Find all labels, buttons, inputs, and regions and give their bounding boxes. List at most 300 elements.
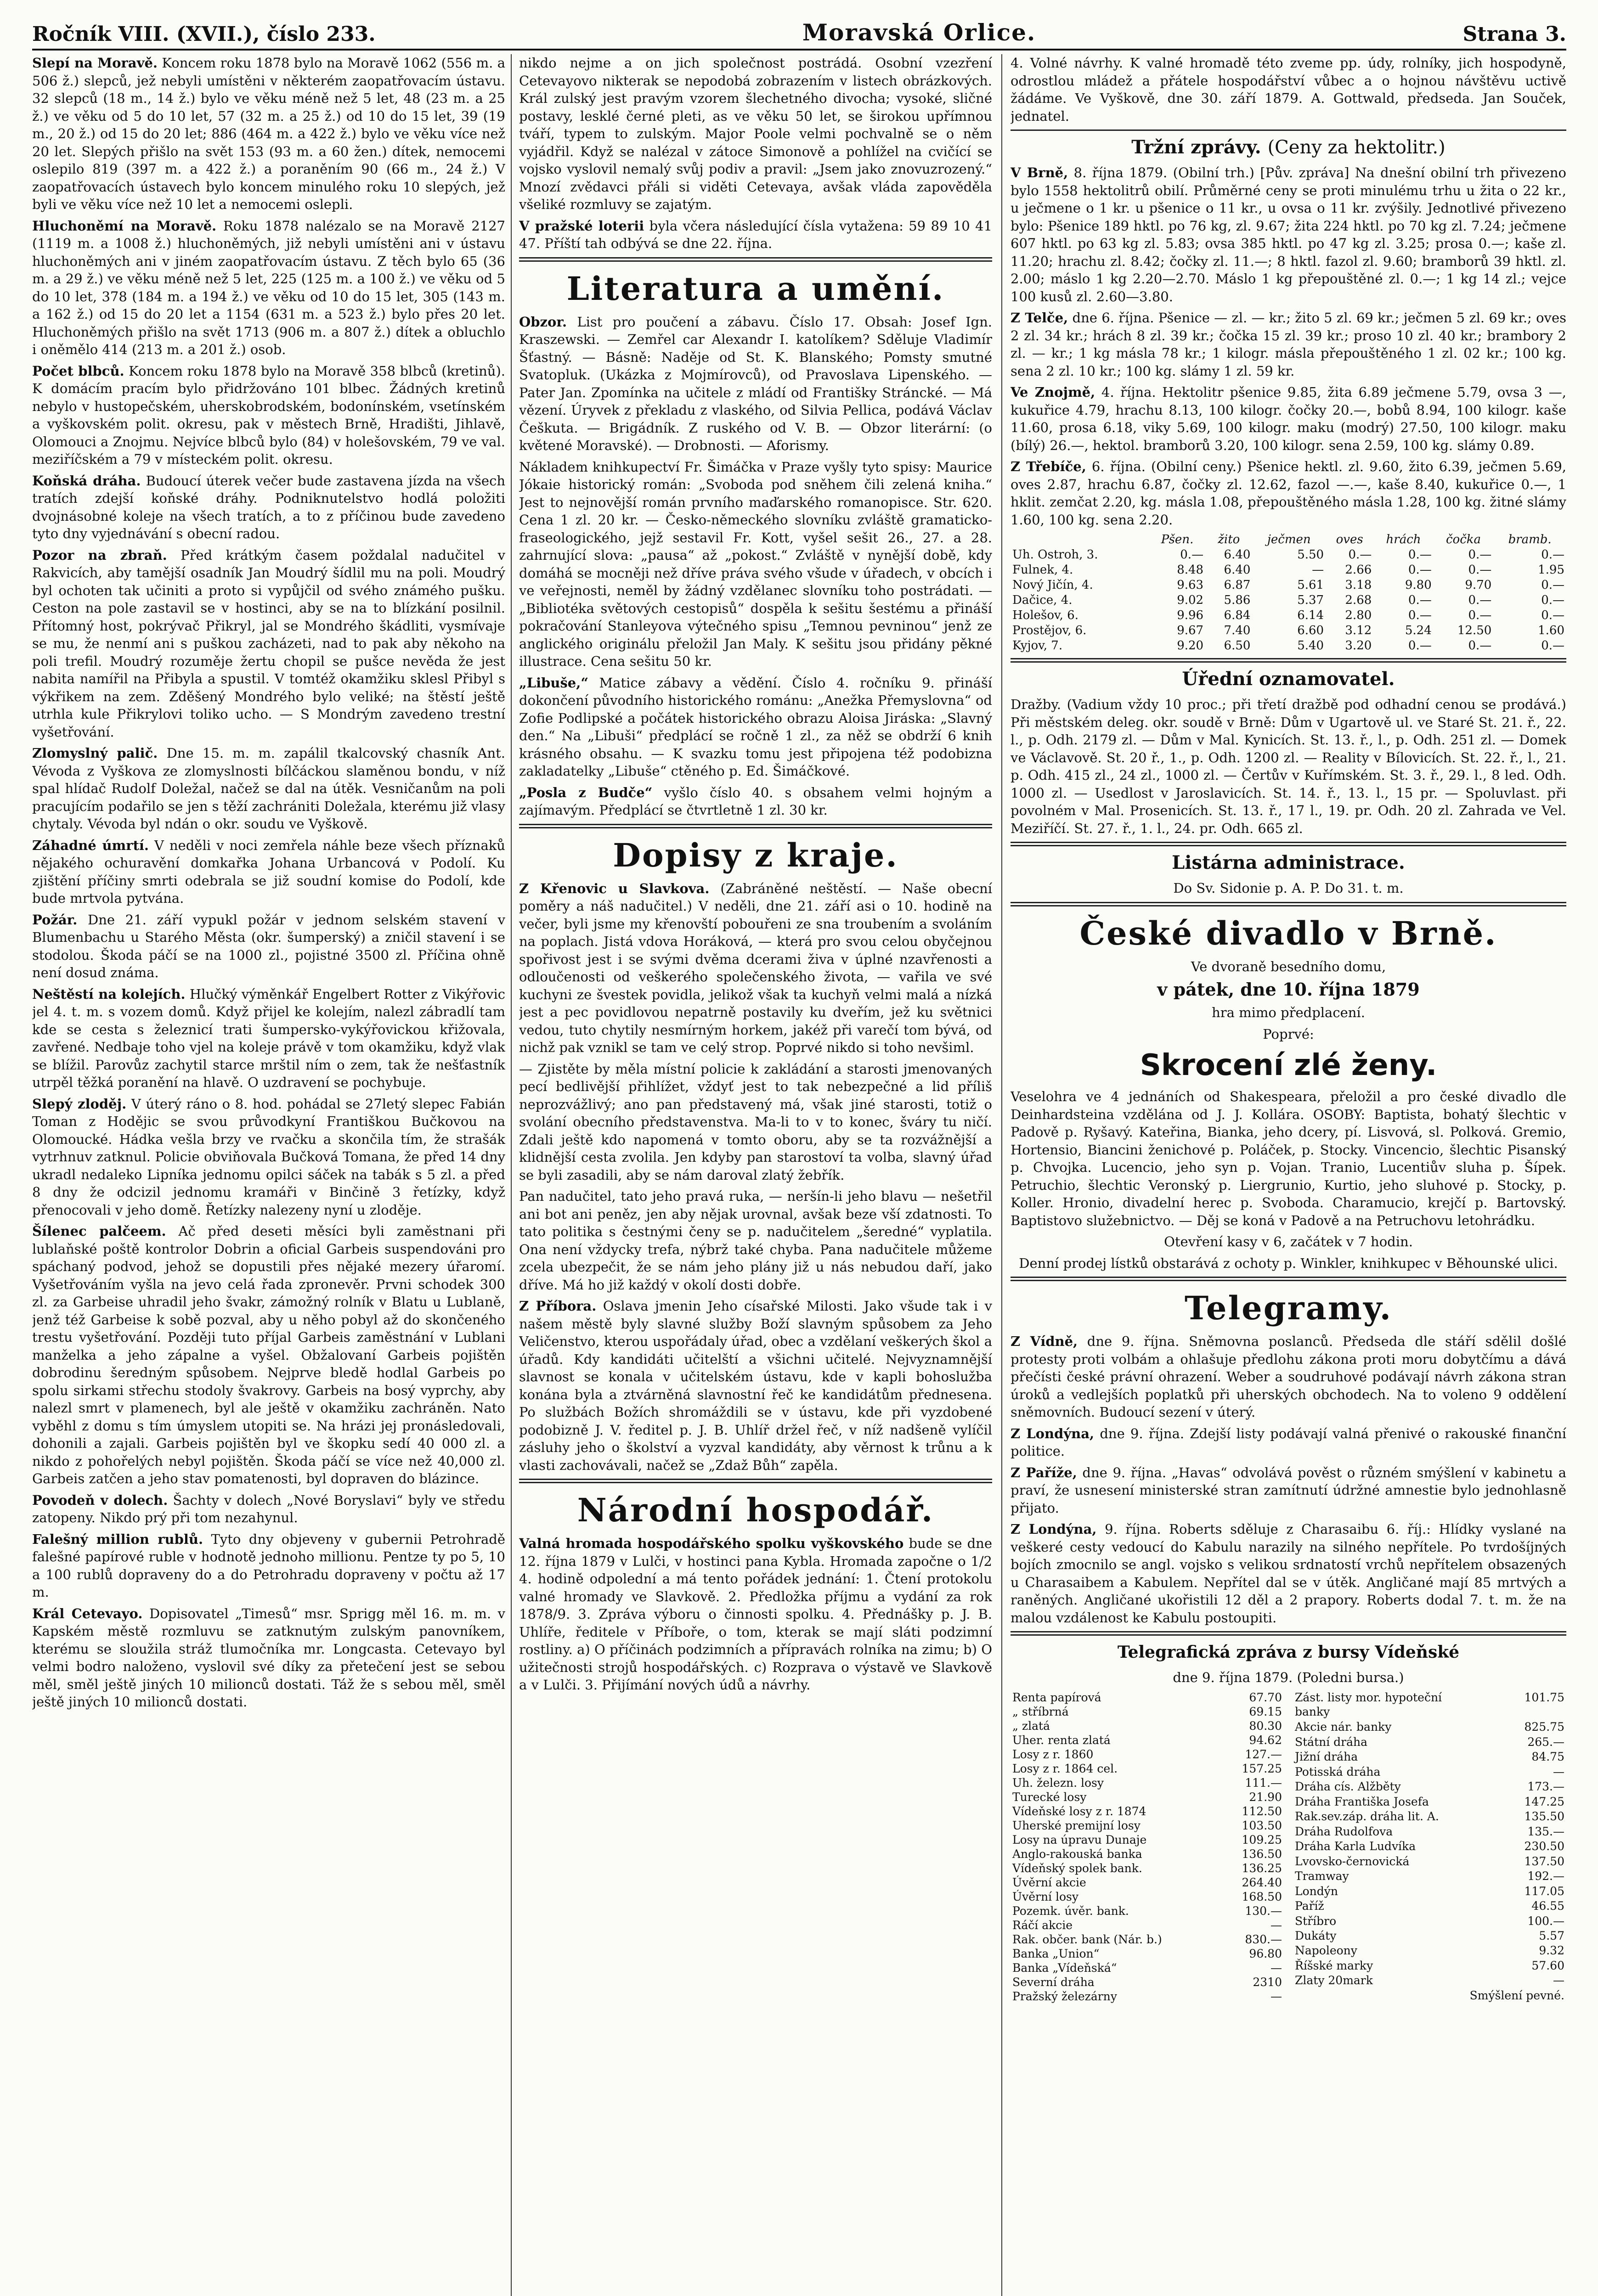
article-paragraph <box>1011 1333 1566 1421</box>
table-cell: Uh. Ostroh, 3. <box>1012 548 1098 562</box>
section-divider <box>1011 902 1566 906</box>
security-name: Jižní dráha <box>1295 1750 1358 1764</box>
column-2 <box>519 54 992 2296</box>
table-cell: 5.86 <box>1224 593 1251 607</box>
price-column-header: ječmen <box>1267 533 1311 546</box>
official-text: Dražby. (Vadium vždy 10 proc.; při třetí dražbě pod odhadní cenou se prodává.) Při městském deleg. okr. soudě v Brně: Dům v Ugartově ul. ve Staré St. 21. ř., 22. l., p. Odh. 2179 zl. — Dům v Mal. Kynicích. St. 13. ř., l., p. Odh. 251 zl. — Domek ve Václavově. St. 20 ř., 1., p. Odh. 1200 zl. — Reality v Bílovicích. St. 22. ř., l., 21. p. Odh. 415 zl., 24 zl., 1000 zl. — Čertův v Kuřímském. St. 3. ř., 29. l., 8 led. Odh. 1000 zl. — Usedlost v Jaroslavicích. St. 14. ř., 13. l., 15 pr. — Spoluvlast. při povolném v Mal. Prosenicích. St. 13. ř., 17 l., 19. pr. Odh. 20 zl. Zahrada ve Vel. Meziříčí. St. 27. ř., 1. l., 24. pr. Odh. 665 zl. <box>1011 697 1566 836</box>
security-name: Úvěrní akcie <box>1012 1875 1086 1889</box>
table-row <box>1011 608 1566 623</box>
table-row <box>1011 1790 1284 1804</box>
column-3 <box>1011 54 1566 2296</box>
table-cell: 6.14 <box>1297 608 1324 622</box>
security-name: Dráha Karla Ludvíka <box>1295 1840 1416 1853</box>
table-row <box>1011 547 1566 563</box>
article-title: Záhadné úmrtí. <box>32 837 149 853</box>
table-row <box>1011 1690 1284 1705</box>
security-price: — <box>1270 1961 1282 1975</box>
security-name: Banka „Vídeňská“ <box>1012 1961 1117 1975</box>
section-title-kraje: Dopisy z kraje. <box>613 836 898 874</box>
section-divider <box>519 257 992 262</box>
security-price: 135.50 <box>1524 1810 1564 1823</box>
security-name: Dukáty <box>1295 1929 1337 1942</box>
article-text: dne 6. října. Pšenice — zl. — kr.; žito 5 zl. 69 kr.; ječmen 5 zl. 69 kr.; oves 2 zl. 34 kr.; hrách 8 zl. 39 kr.; čočka 15 zl. 39 kr.; proso 10 zl. 40 kr.; brambory 2 zl. — kr.; 1 kg másla 78 kr.; 1 kilogr. másla přepouštěného 1 zl. 02 kr.; 100 kg. sena 2 zl. 10 kr.; 100 kg. slámy 1 zl. 59 kr. <box>1011 310 1566 379</box>
table-cell: 0.— <box>1541 578 1564 592</box>
table-cell: 6.84 <box>1224 608 1251 622</box>
admin-letters-title: Listárna administrace. <box>1172 852 1405 873</box>
table-cell: 0.— <box>1408 548 1432 562</box>
security-name: Banka „Union“ <box>1012 1947 1100 1960</box>
article-text: List pro poučení a zábavu. Číslo 17. Obsah: Josef Ign. Kraszewski. — Zemřel car Alexandr I. katolíkem? Sděluje Vladimír Šťastný. — Básně: Naděje od St. K. Blanského; Pomsty smutné Svatopluk. (Ukázka z Mojmírovců), od Pravoslava Lipenského. — Pater Jan. Zpomínka na učitele z mládí od Františky Stráncké. — Má vězení. Úryvek z překladu z vlaského, od Silvia Pellica, podává Václav Češkuta. — Brigádník. Z ruského od V. B. — Obzor literární: (o květené Moravské). — Drobnosti. — Aforismy. <box>519 314 992 453</box>
security-price: 825.75 <box>1524 1720 1564 1734</box>
table-row <box>1293 1914 1566 1929</box>
article-paragraph <box>1011 383 1566 454</box>
article-text: 9. října. Roberts sděluje z Charasaibu 6. říj.: Hlídky vyslané na veškeré cesty vedoucí do Kabulu narazily na silného nepřítele. Po tvrdošíjných bojích zmocnilo se angl. vojsko s velikou srdnatostí vrchů nepřítelem obsazených u Charasaibem a Kabulem. Nepřítel dal se v útěk. Angličané mají 85 mrtvých a raněných. Angličané ukořistili 12 děl a 2 prapory. Roberts dodal 7. t. m. že na malou vzdálenost ke Kabulu postoupiti. <box>1011 1521 1566 1626</box>
article-paragraph <box>519 313 992 455</box>
table-cell: 9.63 <box>1177 578 1204 592</box>
article-paragraph <box>519 217 992 253</box>
section-divider <box>1011 1631 1566 1636</box>
security-price: 101.75 <box>1524 1690 1564 1704</box>
price-column-header: Pšen. <box>1161 533 1194 546</box>
table-row <box>1011 1904 1284 1918</box>
security-price: — <box>1270 1989 1282 2003</box>
article-text: Dne 21. září vypukl požár v jednom selském stavení v Blumenbachu u Starého Města (okr. šumperský) a zničil stavení i se stodolou. Škoda páčí se na 1000 zl., pojistné 3500 zl. Příčina ohně není dosud známa. <box>32 912 505 980</box>
column-rule <box>511 54 512 2296</box>
table-row <box>1011 1761 1284 1776</box>
table-cell: 0.— <box>1348 548 1372 562</box>
stock-exchange-title: Telegrafická zpráva z bursy Vídeňské <box>1117 1643 1460 1662</box>
article-text: Nákladem knihkupectví Fr. Šimáčka v Praze vyšly tyto spisy: Maurice Jókaie historický román: „Svoboda pod sněhem čili zelená kniha.“ Jest to nejnovější román prvního maďarského romanopisce. Str. 620. Cena 1 zl. 20 kr. — Česko-německého slovníku zvláště gramaticko-fraseologického, jejž sestavil Fr. Kott, vyšel sešit 26., 27. a 28. zahrnující slova: „pausa“ až „pokost.“ Zvláště v nynější době, kdy domáhá se mocněji než dříve práva svého všude v úřadech, v obcích i ve veřejnosti, neměl by žádný vzdělanec slovníku toho postrádati. — „Bibliotéka světových cestopisů“ dospěla k sešitu šestému a přináší pokračování Stanleyova výtečného spisu „Temnou pevninou“ jenž ze anglického originálu přeložil Jan Maly. K sešitu jsou přidány pěkné illustrace. Cena sešitu 50 kr. <box>519 459 992 669</box>
article-text: Ač před deseti měsíci byli zaměstnani při lublaňské poště kontrolor Dobrin a oficial Garbeis suspendováni pro spáchaný podvod, jehož se dopustili přes nějaké mezery úřaromí. Vyšetřováním vyšla na jevo celá řada zpronevěr. Prvni schodek 300 zl. za Garbeise uhradil jeho švakr, zámožný rolník v Blatu u Lublaně, jenž též Garbeise k sobě pozval, aby u něho pobyl až do skončeného trestu vyšetřování. Později tuto příjal Garbeis zaměstnání v Lublani manželka a jeho zápalne a vyšel. Obžalovaní Garbeis pojištěn dobrodinu šeredným spůsobem. Nejprve bledě hodlal Garbeis po spolu sirkami střechu stodoly švakrovy. Garbeis na bosý vyprchy, aby nalezl smrt v plamenech, byl ale ještě v okamžiku zachráněn. Nato vyběhl z domu s tím úmyslem utopiti se. Na hrázi jej pronásledovali, dohonili a zajali. Garbeis pojištěn byl ve škopku sedí 40 000 zl. a nikdo z pohořelých nebyl pojištěn. Škoda páčí se více než 40,000 zl. Garbeis zatčen a jeho stav pomatenosti, byl dopraven do blázince. <box>32 1223 505 1486</box>
table-row <box>1293 1929 1566 1943</box>
security-price: 21.90 <box>1249 1790 1282 1804</box>
table-row <box>1293 1899 1566 1913</box>
article-text: 8. října 1879. (Obilní trh.) [Pův. zpráva] Na dnešní obilní trh přivezeno bylo 1558 hektolitrů obilí. Průměrné ceny se proti minulému trhu u žita o 22 kr., u ječmene o 1 kr. u pšenice o 11 kr., u ovsa o 11 kr. zvýšily. Jednotlivé přivezeno bylo: Pšenice 189 hktl. po 76 kg, zl. 9.67; žita 224 hktl. po 70 kg zl. 7.24; ječmene 607 hktl. po 63 kg zl. 5.83; ovsa 385 hktl. po 47 kg zl. 3.25; prosa 0.—; kaše zl. 11.20; hrachu zl. 8.42; čočky zl. 11.—; 8 hktl. fazol zl. 9.60; bramborů 39 hktl. zl. 2.00; máslo 1 kg 2.20—2.70. Máslo 1 kg přepouštěné zl. 0.—; 1 kg 14 zl.; vejce 100 kusů zl. 2.60—3.80. <box>1011 165 1566 304</box>
table-row <box>1011 578 1566 593</box>
table-row <box>1293 1690 1566 1720</box>
article-text: V úterý ráno o 8. hod. pohádal se 27letý slepec Fabián Toman z Hodějic se svou průvodkyní Františkou Bučkovou na Olomoucké. Hádka vešla brzy ve rvačku a skončila tím, že strašák vytrhnuv zatknul. Policie obviňovala Bučková Tomana, že před 14 dny ukradl nedaleko Lipníka jednomu opilci sáček na tabák s 5 zl. a před 8 dny že odcizil jednomu kramáři v Binčině 3 řetízky, když přenocovali v jeho domě. Řetízky nalezeny nyní u zloděje. <box>32 1096 505 1218</box>
table-row <box>1011 1875 1284 1890</box>
article-text: Šachty v dolech „Nové Boryslavi“ byly ve středu zatopeny. Nikdo prý při tom nezahynul. <box>32 1492 505 1525</box>
table-cell: — <box>1312 563 1324 577</box>
table-cell: 0.— <box>1468 548 1492 562</box>
table-cell: 5.50 <box>1297 548 1324 562</box>
security-price: 147.25 <box>1524 1795 1564 1808</box>
table-cell: 0.— <box>1541 548 1564 562</box>
table-row <box>1293 1735 1566 1750</box>
table-row <box>1293 1809 1566 1824</box>
table-row <box>1011 1776 1284 1790</box>
table-row <box>1011 1918 1284 1932</box>
security-price: 173.— <box>1527 1780 1564 1794</box>
table-cell: 6.40 <box>1224 563 1251 577</box>
article-paragraph <box>32 472 505 543</box>
article-paragraph <box>1011 164 1566 305</box>
security-price: 109.25 <box>1242 1833 1282 1846</box>
table-cell: 2.80 <box>1345 608 1372 622</box>
table-cell: 0.— <box>1468 593 1492 607</box>
table-cell: Fulnek, 4. <box>1012 563 1073 577</box>
article-paragraph <box>1011 1520 1566 1626</box>
security-price: 230.50 <box>1524 1840 1564 1853</box>
article-title: Počet blbců. <box>32 363 124 379</box>
stock-table-left <box>1011 1690 1284 2003</box>
section-divider <box>1011 842 1566 846</box>
article-text: 4. Volné návrhy. K valné hromadě této zveme pp. údy, rolníky, jich hospodyně, odrostlou mládež a přátele hospodářství vůbec a o hojnou návštěvu uctivě žádáme. Ve Vyškově, dne 30. září 1879. A. Gottwald, předseda. Jan Souček, jednatel. <box>1011 55 1566 124</box>
grain-price-table <box>1011 532 1566 653</box>
article-text: — Zjistěte by měla místní policie k zakládání a starosti jmenovaných pecí bedlivější přihlížet, vždyť jest to tak nebezpečné a lid příliš neprozvážlivý; ano pan představený má, však jiné starosti, totiž o svolání obecního představenstva. Ma-li to v to konec, šváry tu ničí. Zdali ještě kdo napomená v tomto oboru, aby se ta rozvážnější a klidnější cesta zvolila. Jen kdyby pan starostoví ta volba, slavný úřad se byli zasadili, aby se nám daroval zlatý žebřík. <box>519 1061 992 1183</box>
article-text: Koncem roku 1878 bylo na Moravě 358 blbců (kretinů). K domácím pracím bylo přidržováno 101 blbec. Žádných kretinů nebylo v hustopečském, uherskobrodském, bodonínském, vsetínském a vyškovském polit. okresu, pak v městech Brně, Hradišti, Jihlavě, Olomouci a Znojmu. Nejvíce blbců bylo (84) v holešovském, 79 ve val. meziříčském a 79 v místeckém polit. okresu. <box>32 363 505 467</box>
security-price: 137.50 <box>1524 1854 1564 1868</box>
security-price: — <box>1270 1918 1282 1932</box>
article-title: Z Třebíče, <box>1011 459 1086 474</box>
article-text: Budoucí úterek večer bude zastavena jízda na všech tratích zdejší koňské dráhy. Podniknutelstvo hodlá položiti dvojnásobné koleje na všech tratích, a to z příčinou bude zavedeno tyto dny vyjednávání s obecní radou. <box>32 473 505 541</box>
theatre-premiere: Poprvé: <box>1263 1026 1314 1042</box>
table-cell: 7.40 <box>1224 624 1251 637</box>
security-price: 96.80 <box>1249 1947 1282 1960</box>
security-price: 157.25 <box>1242 1761 1282 1775</box>
security-name: Akcie nár. banky <box>1295 1720 1392 1734</box>
masthead: Moravská Orlice. <box>802 19 1036 46</box>
table-row <box>1011 563 1566 578</box>
article-paragraph <box>32 54 505 214</box>
article-paragraph <box>32 1491 505 1527</box>
article-text: (Zabráněné neštěstí. — Naše obecní poměry a náš nadučitel.) V neděli, dne 21. září asi o 10. hodině na večer, byli jsme my křenovští pobouřeni ze sna troubením a svoláním na poplach. Jistá vdova Horáková, — která pro svou celou obyčejnou spořivost jest i se svými dvěma dcerami živa v úplné nzavřenosti a odloučenosti od veškerého společenského života, — vařila ve své kuchyni ze švestek povidla, jelikož však ta kuchyň velmi malá a nízká jest a pec povidlovou nepatrně postavily ku dveřím, jež ku světnici vedou, tuto chytily nesmírným horkem, jakéž při varečí tom bývá, od nichž pak vznikl se tam ve celý strop. Poprvé nikdo si toho nevšiml. <box>519 880 992 1055</box>
article-title: Koňská dráha. <box>32 473 141 489</box>
ticket-sale: Denní prodej lístků obstarává z ochoty p. Winkler, knihkupec v Běhounské ulici. <box>1019 1255 1558 1271</box>
article-text: Před krátkým časem poždalal nadučitel v Rakvicích, aby tamější osadník Jan Moudrý šídlil mu na poli. Moudrý byl ochoten tak učiniti a proto si vypůjčil od svého známého pušku. Ceston na pole zastavil se v hostinci, aby se na to blízkání posilnil. Přítomný host, pokrývač Přikryl, jal se Mondrého škádliti, vysmívaje se mu, že nenmí ani s puškou zacházeti, nad to pak aby někoho na poli trefil. Moudrý rozuměje žertu chopil se pušce nevěda že jest nabita namířil na Přibyla a spustil. V tomtéž okamžiku sklesl Přibyl s výkřikem na zem. Zděšený Mondrého bylo veliké; na štěstí ještě utrhla kule Přikrylovi toliko ucho. — S Mondrým zavedeno trestní vyšetřování. <box>32 547 505 740</box>
table-cell: 9.20 <box>1177 639 1204 653</box>
security-name: Paříž <box>1295 1899 1324 1913</box>
article-paragraph <box>32 1095 505 1219</box>
table-cell: Prostějov, 6. <box>1012 624 1087 637</box>
security-price: 80.30 <box>1249 1719 1282 1733</box>
security-price: 127.— <box>1245 1747 1282 1761</box>
table-row <box>1011 1733 1284 1747</box>
table-cell: Nový Jičín, 4. <box>1012 578 1093 592</box>
article-paragraph <box>32 217 505 359</box>
article-paragraph <box>32 837 505 907</box>
article-text: 6. října. (Obilní ceny.) Pšenice hektl. zl. 9.60, žito 6.39, ječmen 5.69, oves 2.87, hrachu 6.87, čočky zl. 12.62, fazol —.—, kaše 8.40, kukuřice 0.—, 1 hklit. zemčat 2.20, kg. másla 1.08, přepouštěného másla 1.28, 100 kg. žitné slámy 1.60, 100 kg. sena 2.20. <box>1011 459 1566 528</box>
theatre-date: v pátek, dne 10. října 1879 <box>1157 979 1420 1000</box>
table-row <box>1011 1947 1284 1961</box>
box-office-hours: Otevření kasy v 6, začátek v 7 hodin. <box>1164 1234 1413 1249</box>
table-cell: 9.70 <box>1465 578 1492 592</box>
article-text: Hlučký výměnkář Engelbert Rotter z Vikýřovic jel 4. t. m. s vozem domů. Když přijel ke kolejím, nalezl zábradlí tam kde se cesta s železnicí trati šumpersko-vykýřovickou křižovala, zavřené. Nedbaje toho vjel na koleje právě v tom okamžiku, když vlak se blížil. Parovůz zachytil starce mrštil ním o zem, tak že nešťastník utrpěl těžká poranění na hlavě. O uzdravení se pochybuje. <box>32 986 505 1090</box>
table-cell: 2.66 <box>1345 563 1372 577</box>
section-divider <box>519 824 992 828</box>
security-name: „ zlatá <box>1012 1719 1050 1733</box>
article-title: Z Vídně, <box>1011 1334 1078 1349</box>
table-cell: 3.12 <box>1345 624 1372 637</box>
security-name: Londýn <box>1295 1884 1338 1898</box>
official-title: Úřední oznamovatel. <box>1182 668 1395 690</box>
article-title: Z Křenovic u Slavkova. <box>519 880 710 896</box>
table-cell: 0.— <box>1541 593 1564 607</box>
stock-table-right <box>1293 1690 1566 2003</box>
table-row <box>1011 1861 1284 1875</box>
issue-info: Ročník VIII. (XVII.), číslo 233. <box>32 23 376 46</box>
article-paragraph <box>519 1187 992 1294</box>
article-title: „Libuše,“ <box>519 675 589 691</box>
security-price: 264.40 <box>1242 1875 1282 1889</box>
article-title: Povodeň v dolech. <box>32 1492 168 1508</box>
article-text: Koncem roku 1878 bylo na Moravě 1062 (556 m. a 506 ž.) slepců, jež nebyli umístěni v některém zaopatřovacím ústavu. 32 slepců (18 m., 14 ž.) bylo ve věku méně než 5 let, 48 (23 m. a 25 ž.) ve věku od 5 do 10 let, 57 (32 m. a 25 ž.) od 10 do 15 let, 39 (19 m., 20 ž.) od 15 do 20 let; 886 (464 m. a 422 ž.) bylo ve věku více než 20 let. Slepých přišlo na svět 153 (93 m. a 60 žen.) dítek, nemocemi oslepilo 819 (397 m. a 422 ž.) a poraněním 90 (66 m., 24 ž.) V zaopatřovacích ústavech bylo koncem minulého roku 10 slepých, jež byli ve věku více než 10 let a nemocemi oslepli. <box>32 55 505 212</box>
price-column-header: žito <box>1218 533 1240 546</box>
table-row <box>1293 1943 1566 1958</box>
section-divider <box>519 1479 992 1483</box>
table-cell: 0.— <box>1408 608 1432 622</box>
price-column-header: čočka <box>1446 533 1481 546</box>
table-cell: 5.40 <box>1297 639 1324 653</box>
article-title: Valná hromada hospodářského spolku vyškovského <box>519 1536 904 1551</box>
table-row <box>1293 1720 1566 1734</box>
article-title: Z Příbora. <box>519 1298 597 1314</box>
stock-exchange-date: dne 9. října 1879. (Poledni bursa.) <box>1173 1670 1404 1685</box>
table-cell: 0.— <box>1408 563 1432 577</box>
column-rule <box>1001 54 1002 2296</box>
table-cell: 0.— <box>1408 639 1432 653</box>
table-cell: 3.20 <box>1345 639 1372 653</box>
article-title: Z Londýna, <box>1011 1521 1097 1537</box>
article-paragraph <box>519 458 992 670</box>
table-row <box>1011 1833 1284 1847</box>
security-name: Napoleony <box>1295 1944 1357 1958</box>
table-row <box>1011 1975 1284 1989</box>
table-row <box>1293 1824 1566 1839</box>
table-cell: Dačice, 4. <box>1012 593 1073 607</box>
article-paragraph <box>519 1535 992 1694</box>
article-paragraph <box>32 1531 505 1601</box>
price-column-header <box>1011 532 1149 547</box>
security-name: Uherské premijní losy <box>1012 1818 1141 1832</box>
article-paragraph <box>519 880 992 1057</box>
article-paragraph <box>32 1605 505 1711</box>
security-name: Uher. renta zlatá <box>1012 1733 1111 1747</box>
article-text: bude se dne 12. října 1879 v Lulči, v hostinci pana Kybla. Hromada započne o 1/2 4. hodině odpolední a má tento pořádek jednání: 1. Čtení protokolu valné hromady ve Slavkově. 2. Předložka příjmu a vydání za rok 1878/9. 3. Zpráva výboru o činnosti spolku. 4. Přednášky p. J. B. Uhlíře, ředitele v Příboře, o tom, kterak se mají sláti podzimní rostliny. a) O příčinách podzimních a přípravách rolníka na zimu; b) O užitečnosti strojů hospodářských. c) Rozprava o výstavě ve Slavkově a v Lulči. 3. Přijímání nových údů a návrhy. <box>519 1536 992 1693</box>
security-name: Úvěrní losy <box>1012 1890 1079 1903</box>
article-paragraph <box>32 911 505 982</box>
section-divider <box>1011 129 1566 131</box>
table-cell: 6.60 <box>1297 624 1324 637</box>
table-cell: Holešov, 6. <box>1012 608 1079 622</box>
table-cell: 6.50 <box>1224 639 1251 653</box>
table-cell: 0.— <box>1468 563 1492 577</box>
article-paragraph <box>519 674 992 780</box>
security-price: 136.25 <box>1242 1861 1282 1875</box>
article-title: Pozor na zbraň. <box>32 547 167 563</box>
security-price: 265.— <box>1527 1735 1564 1749</box>
security-name: Lvovsko-černovická <box>1295 1854 1410 1868</box>
security-name: Vídeňský spolek bank. <box>1012 1861 1142 1875</box>
article-title: V Brně, <box>1011 165 1068 180</box>
security-name: Dráha Františka Josefa <box>1295 1795 1429 1808</box>
article-paragraph <box>519 54 992 214</box>
table-row <box>1011 638 1566 653</box>
table-row <box>1011 593 1566 608</box>
telegrams-title: Telegramy. <box>1185 1289 1392 1327</box>
table-cell: 3.18 <box>1345 578 1372 592</box>
article-text: Pan nadučitel, tato jeho pravá ruka, — neršín-li jeho blavu — nešetřil ani bot ani peněz, jen aby nějak urovnal, avšak beze vší zdatnosti. To tato politika s čestnými čeny se p. nadučitelem „šeredné“ vyplatila. Ona není vždycky trefa, nýbrž také chyba. Pana nadučitele můžeme zcela ubezpečit, že se nám jeho plány již u nás nebudou daří, jako dříve. Má ho již každý v okolí dosti dobře. <box>519 1188 992 1293</box>
security-price: 112.50 <box>1242 1804 1282 1818</box>
security-price: 2310 <box>1253 1975 1282 1989</box>
table-row <box>1011 1961 1284 1975</box>
article-paragraph <box>1011 1425 1566 1460</box>
article-title: V pražské loterii <box>519 218 644 234</box>
security-name: Potisská dráha <box>1295 1765 1381 1778</box>
security-price: 830.— <box>1245 1932 1282 1946</box>
table-row <box>1011 1890 1284 1904</box>
article-paragraph <box>32 744 505 833</box>
table-row <box>1011 1804 1284 1818</box>
table-cell: 6.87 <box>1224 578 1251 592</box>
security-price: — <box>1553 1765 1564 1778</box>
price-column-header: bramb. <box>1508 533 1552 546</box>
section-divider <box>1011 1277 1566 1281</box>
section-divider <box>1011 658 1566 663</box>
security-price: 46.55 <box>1531 1899 1564 1913</box>
table-cell: Kyjov, 7. <box>1012 639 1063 653</box>
section-title-literatura: Literatura a umění. <box>566 269 945 308</box>
security-name: Pražský železárny <box>1012 1989 1117 2003</box>
table-row <box>1293 1750 1566 1764</box>
security-price: 67.70 <box>1249 1690 1282 1704</box>
table-row <box>1293 1795 1566 1809</box>
security-name: Vídeňské losy z r. 1874 <box>1012 1804 1146 1818</box>
article-text: V neděli v noci zemřela náhle beze všech příznaků nějakého ochuravění domkařka Johana Urbancová v Podolí. Ku zjištění příčiny smrti odebrala se již soudní komise do Podolí, kde bude mrtvola pytvána. <box>32 837 505 906</box>
article-title: Slepý zloděj. <box>32 1096 127 1112</box>
page-number: Strana 3. <box>1462 23 1566 46</box>
table-cell: 2.68 <box>1345 593 1372 607</box>
article-text: dne 9. října. Sněmovna poslanců. Předseda dle stáří sdělil došlé protesty proti volbám a ohlašuje předlohu zákona proti moru dobytčímu a dává přečísti české právní ohrazení. Weber a soudruhové podávají návrh zákona stran úroků a vedlejších poplatků při uherských obchodech. Na to voleno 9 oddělení sněmovních. Budoucí sezení v úterý. <box>1011 1334 1566 1420</box>
security-price: 103.50 <box>1242 1818 1282 1832</box>
table-cell: 9.96 <box>1177 608 1204 622</box>
table-cell: 0.— <box>1541 639 1564 653</box>
article-text: Oslava jmenin Jeho císařské Milosti. Jako všude tak i v našem městě byly slavné služby Boží slavným spůsobem za Jeho Veličenstvo, kterou uspořádaly úřad, obec a vzdělaní veškerých škol a úřadů. Kdy kandidáti učitelští a všichni učitelé. Nejvyznamnější slavnost se konala v učitelském ústavu, kde v kapli bohoslužba konána byla a ztvárněná slavnostní řeč ke kandidátům přednesena. Po službách Božích shromáždili se v ústavu, kde při vyzdobené podobizně J. V. ředitel p. J. B. Uhlíř držel řeč, v níž nadšeně vylíčil zásluhy jeho o školství a vyzval kandidáty, aby věrnost k trůnu a k vlasti zachovávali, načež se „Zdaž Bůh“ zapěla. <box>519 1298 992 1473</box>
security-name: Pozemk. úvěr. bank. <box>1012 1904 1129 1918</box>
column-1 <box>32 54 505 2296</box>
security-name: Uh. železn. losy <box>1012 1776 1104 1790</box>
article-paragraph <box>32 362 505 468</box>
security-price: 130.— <box>1245 1904 1282 1918</box>
article-text: Dne 15. m. m. zapálil tkalcovský chasník Ant. Vévoda z Vyškova ze zlomyslnosti bílčáckou slaměnou bondu, v níž spal hlídač Rudolf Doležal, načež se dal na útěk. Vesničanům na poli pracujícím podařilo se jen s těží zachrániti Doležala, kterému již vlasy chytaly. Vévoda byl ndán o okr. soudu ve Vyškově. <box>32 745 505 832</box>
article-title: Zlomyslný palič. <box>32 745 158 761</box>
article-title: Král Cetevayo. <box>32 1605 143 1621</box>
table-cell: 9.67 <box>1177 624 1204 637</box>
table-cell: 5.37 <box>1297 593 1324 607</box>
theatre-venue: Ve dvoraně besedního domu, <box>1191 958 1386 974</box>
article-paragraph <box>519 784 992 819</box>
security-price: 100.— <box>1527 1914 1564 1928</box>
article-title: Z Telče, <box>1011 310 1068 326</box>
article-title: Hluchoněmí na Moravě. <box>32 218 217 234</box>
article-text: byla včera následující čísla vytažena: 59 89 10 41 47. Příští tah odbývá se dne 22. října. <box>519 218 992 251</box>
table-cell: 1.60 <box>1538 624 1564 637</box>
article-text: Tyto dny objeveny v gubernii Petrohradě falešné papírové ruble v hodnotě jednoho millionu. Pentze ty po 5, 10 a 100 rublů dopraveny do a do Petrohradu dopraveny v počtu až 17 m. <box>32 1531 505 1600</box>
security-name: Rak.sev.záp. dráha lit. A. <box>1295 1810 1439 1823</box>
table-cell: 0.— <box>1468 639 1492 653</box>
article-paragraph <box>519 1060 992 1184</box>
table-cell: 9.80 <box>1405 578 1432 592</box>
play-description: Veselohra ve 4 jednáních od Shakespeara, přeložil a pro české divadlo dle Deinhardsteina vzdělána od J. J. Kollára. OSOBY: Baptista, bohatý šlechtic v Padově p. Ryšavý. Kateřina, Bianka, jeho dcery, pí. Lisvová, sl. Polková. Gremio, Hortensio, Biancini ženichové p. Poláček, p. Stocky. Vincencio, šlechtic Pisanský p. Chvojka. Lucencio, jeho syn p. Vojan. Tranio, Lucentiův sluha p. Šípek. Petruchio, šlechtic Veronský p. Liergrunio, Kurtio, jeho sluhové p. Stocky, p. Koller. Hronio, divadelní herec p. Svoboda. Charamucio, krejčí p. Bartovský. Baptistovo služebnictvo. — Děj se koná v Padově a na Petruchovu letohrádku. <box>1011 1089 1566 1228</box>
table-row <box>1011 623 1566 638</box>
table-row <box>1293 1854 1566 1869</box>
security-name: Tramway <box>1295 1869 1349 1883</box>
article-title: „Posla z Budče“ <box>519 784 653 800</box>
table-row <box>1293 1988 1566 2003</box>
table-cell: 12.50 <box>1457 624 1492 637</box>
table-row <box>1293 1869 1566 1884</box>
market-subheading: (Ceny za hektolitr.) <box>1267 137 1446 158</box>
table-cell: 8.48 <box>1177 563 1204 577</box>
table-cell: 6.40 <box>1224 548 1251 562</box>
article-paragraph <box>32 1222 505 1488</box>
security-name: Severní dráha <box>1012 1975 1095 1989</box>
table-row <box>1011 1989 1284 2003</box>
section-title-narodni: Národní hospodář. <box>577 1491 934 1529</box>
article-text: dne 9. října. „Havas“ odvolává pověst o různém smýšlení v kabinetu a praví, že usnesení ministerské stran zamítnutí údržné amnestie bylo jednohlasně přijato. <box>1011 1464 1566 1516</box>
table-row <box>1293 1839 1566 1854</box>
table-cell: 5.61 <box>1297 578 1324 592</box>
security-price: 9.32 <box>1539 1944 1564 1958</box>
security-name: Losy na úpravu Dunaje <box>1012 1833 1147 1846</box>
security-price: 94.62 <box>1249 1733 1282 1747</box>
security-price: 111.— <box>1245 1776 1282 1790</box>
article-title: Slepí na Moravě. <box>32 55 158 71</box>
table-row <box>1011 1747 1284 1761</box>
article-paragraph <box>32 985 505 1092</box>
security-name <box>1293 1988 1468 2003</box>
theatre-note: hra mimo předplacení. <box>1212 1005 1365 1020</box>
stock-exchange-tables <box>1011 1690 1566 2003</box>
security-name: Renta papírová <box>1012 1690 1101 1704</box>
security-name: Losy z r. 1864 cel. <box>1012 1761 1118 1775</box>
table-row <box>1293 1779 1566 1794</box>
article-title: Ve Znojmě, <box>1011 384 1095 400</box>
table-row <box>1293 1973 1566 1988</box>
security-price: 117.05 <box>1524 1884 1564 1898</box>
play-title: Skrocení zlé ženy. <box>1140 1048 1437 1082</box>
security-name: Dráha cís. Alžběty <box>1295 1780 1401 1794</box>
article-title: Z Londýna, <box>1011 1425 1095 1441</box>
security-name: Anglo-rakouská banka <box>1012 1847 1142 1861</box>
price-column-header: hrách <box>1386 533 1421 546</box>
security-price: 84.75 <box>1531 1750 1564 1764</box>
security-name: Losy z r. 1860 <box>1012 1747 1094 1761</box>
market-title <box>1011 135 1566 159</box>
table-row <box>1011 1705 1284 1719</box>
table-row <box>1011 1932 1284 1947</box>
table-cell: 0.— <box>1541 608 1564 622</box>
security-name: Zlaty 20mark <box>1295 1974 1373 1987</box>
security-price: 57.60 <box>1531 1958 1564 1972</box>
table-row <box>1011 1818 1284 1833</box>
security-price: — <box>1553 1974 1564 1987</box>
table-cell: 9.02 <box>1177 593 1204 607</box>
security-name: Stříbro <box>1295 1914 1337 1928</box>
table-row <box>1293 1765 1566 1779</box>
security-price: Smýšlení pevné. <box>1469 1988 1564 2002</box>
article-paragraph <box>519 1297 992 1474</box>
article-text: Roku 1878 nalézalo se na Moravě 2127 (1119 m. a 1008 ž.) hluchoněmých, již nebyli umístěni ani v ústavu hluchoněmých ani v jiném zaopatřovacím ústavu. Z těch bylo 65 (36 m. a 29 ž.) ve věku méně než 5 let, 225 (125 m. a 100 ž.) ve věku od 5 do 10 let, 378 (184 m. a 194 ž.) ve věku od 10 do 15 let, 305 (143 m. a 162 ž.) od 15 do 20 let a 1154 (631 m. a 523 ž.) bylo přes 20 let. Hluchoněmých přišlo na svět 1713 (906 m. a 807 ž.) dítek a obluchlo i oněmělo 414 (213 m. a 201 ž.) osob. <box>32 218 505 357</box>
security-price: 135.— <box>1527 1824 1564 1838</box>
article-title: Neštěstí na kolejích. <box>32 986 186 1002</box>
article-text: dne 9. října. Zdejší listy podávají valná přenivé o rakouské finanční politice. <box>1011 1425 1566 1459</box>
security-name: Rak. občer. bank (Nár. b.) <box>1012 1932 1162 1946</box>
article-paragraph <box>1011 458 1566 529</box>
security-price: 192.— <box>1527 1869 1564 1883</box>
security-price: 5.57 <box>1539 1929 1564 1942</box>
